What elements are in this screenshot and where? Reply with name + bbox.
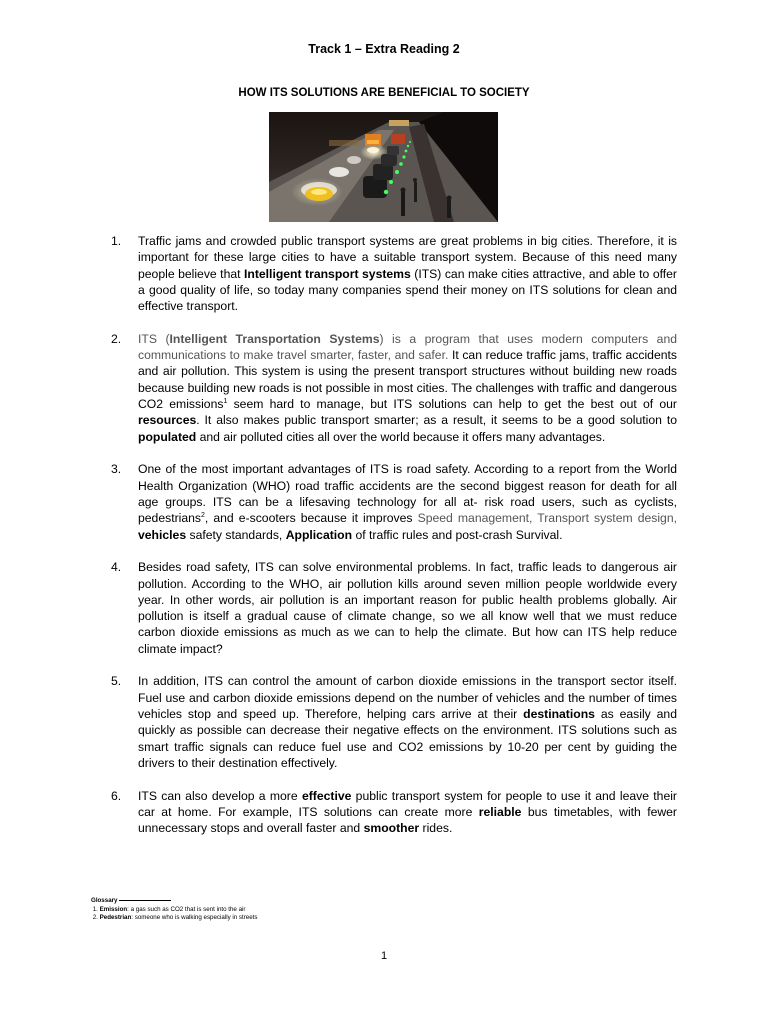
item-number: 4. <box>111 560 122 575</box>
glossary-entry-number: 2. <box>92 914 98 922</box>
paragraph-text: It can reduce traffic jams, traffic accidents and air pollution. This system is using the present transport structures without building new roads because building new roads is not possible in most cities. The challenges with traffic and dangerous CO2 emissions <box>138 348 677 412</box>
definition-text: ITS ( <box>138 331 170 346</box>
paragraph-text: One of the most important advantages of ITS is road safety. According to a report from the World Health Organization (WHO) road traffic accidents are the second biggest reason for death for all age groups. ITS can be a lifesaving technology for all at- risk road users, such as cyclists, pedestrians <box>138 462 677 526</box>
paragraph-text: bus timetables, with fewer unnecessary stops and overall faster and <box>138 804 677 836</box>
key-term: Application <box>285 527 353 542</box>
definition-text: ) is a program that uses modern computers and communications to make travel smarter, faster, and safer. <box>138 331 678 363</box>
glossary-definition: : a gas such as CO2 that is sent into the air <box>127 905 246 913</box>
key-term: smoother <box>363 821 420 836</box>
glossary-entry <box>91 906 258 915</box>
list-item <box>111 461 677 542</box>
glossary <box>91 897 258 923</box>
paragraph-text: . It also makes public transport smarter; as a result, it seems to be a good solution to <box>196 413 677 428</box>
paragraph-text: safety standards, <box>186 527 286 542</box>
list-item <box>111 559 677 657</box>
list-item <box>111 788 677 837</box>
item-number: 6. <box>111 788 122 803</box>
key-term: destinations <box>523 706 595 721</box>
glossary-term: Emission <box>99 905 128 913</box>
key-term: vehicles <box>138 527 187 542</box>
glossary-divider <box>119 900 171 901</box>
item-number: 1. <box>111 234 122 248</box>
paragraph-text: ITS can also develop a more <box>138 788 302 803</box>
list-item <box>111 331 677 445</box>
paragraph-text: In addition, ITS can control the amount of carbon dioxide emissions in the transport sector itself. Fuel use and carbon dioxide emissions depend on the number of vehicles and the number of times vehicles stop and speed up. Therefore, helping cars arrive at their <box>138 674 677 721</box>
item-number: 5. <box>111 674 122 689</box>
item-number: 2. <box>111 331 122 346</box>
footnote-marker: 2 <box>201 512 205 520</box>
paragraph-text: public transport system for people to use it and leave their car at home. For example, ITS solutions can create more <box>138 788 677 819</box>
paragraph-text: (ITS) can make cities attractive, and able to offer a good quality of life, so today many companies spend their money on ITS solutions for clean and effective transport. <box>138 266 677 314</box>
paragraph-text: rides. <box>419 821 453 836</box>
article-title: HOW ITS SOLUTIONS ARE BENEFICIAL TO SOCIETY <box>238 87 530 99</box>
list-item <box>111 673 677 771</box>
night-street-traffic-photo <box>269 112 498 222</box>
glossary-entry-number: 1. <box>92 905 98 913</box>
key-term: reliable <box>478 804 522 819</box>
footnote-marker: 1 <box>223 398 228 405</box>
paragraph-text: of traffic rules and post-crash Survival. <box>352 527 563 542</box>
key-term: Intelligent transport systems <box>244 266 411 281</box>
glossary-term: Pedestrian <box>99 914 132 922</box>
paragraph-text: Besides road safety, ITS can solve environmental problems. In fact, traffic leads to dangerous air pollution. According to the WHO, air pollution kills around seven million people worldwide every year. In other words, air pollution is an important reason for public health problems globally. Air pollution is itself a gradual cause of climate change, so we all know well that we must reduce carbon dioxide emissions as much as we can to help the climate. But how can ITS help reduce climate impact? <box>138 560 677 656</box>
key-term: populated <box>138 429 197 444</box>
glossary-entry <box>91 914 258 923</box>
key-term: resources <box>138 413 197 428</box>
key-term: Intelligent Transportation Systems <box>169 331 380 346</box>
page-number: 1 <box>380 950 388 962</box>
paragraph-text: seem hard to manage, but ITS solutions can help to get the best out of our <box>227 397 677 412</box>
item-number: 3. <box>111 462 122 477</box>
glossary-definition: : someone who is walking especially in streets <box>131 914 258 922</box>
article-paragraph-list <box>111 233 677 853</box>
paragraph-text: , and e-scooters because it improves <box>204 511 418 526</box>
paragraph-text: as easily and quickly as possible can decrease their negative effects on the environment. ITS solutions such as smart traffic signals can reduce fuel use and CO2 emissions by 10-20 per cent by guiding the drivers to their destination effectively. <box>138 706 677 770</box>
list-item <box>111 233 677 314</box>
gray-text: Speed management, Transport system design, <box>417 511 677 526</box>
paragraph-text: and air polluted cities all over the world because it offers many advantages. <box>196 429 606 444</box>
track-title: Track 1 – Extra Reading 2 <box>308 42 460 56</box>
paragraph-text: Traffic jams and crowded public transport systems are great problems in big cities. Therefore, it is important for these large cities to have a suitable transport system. Because of this need many people believe that <box>138 234 677 281</box>
glossary-title: Glossary <box>91 897 118 904</box>
key-term: effective <box>301 788 352 803</box>
